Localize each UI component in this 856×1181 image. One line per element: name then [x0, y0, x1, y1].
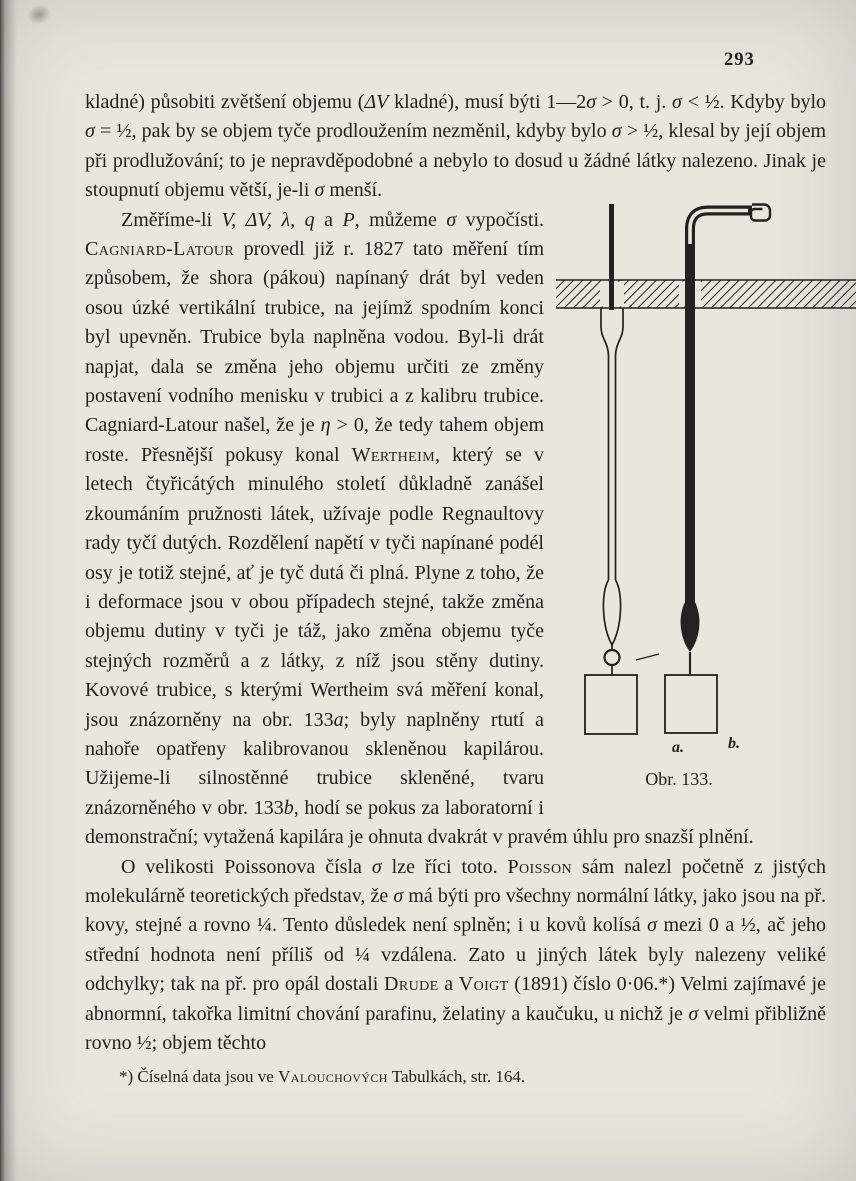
page-content [85, 88, 826, 1089]
hook-ring [605, 650, 620, 665]
support-wall [556, 280, 856, 308]
figure-label-b: b. [728, 734, 740, 752]
figure-133 [556, 196, 856, 796]
weight-a [585, 675, 637, 734]
figure-133-drawing [556, 196, 856, 756]
footnote [85, 1065, 826, 1089]
bulb [681, 602, 700, 652]
paragraph-3-text: O velikosti Poissonova čísla σ lze říci toto. Poisson sám nalezl početně z jistých molekulárně teoretických představ, že σ má býti pro všechny normální látky, jako jsou na př. kovy, stejné a rovno ¼. Tento důsledek není splněn; i u kovů kolísá σ mezi 0 a ½, ač jeho střední hodnota není příliš od ¼ vzdálena. Zato u jiných látek byly nalezeny veliké odchylky; tak na př. pro opál dostali Drude a Voigt (1891) číslo 0·06.*) Velmi zajímavé je abnormní, takořka limitní chování parafinu, želatiny a kaučuku, u nichž je σ velmi přibližně rovno ½; objem těchto [85, 855, 827, 1054]
pointer-dash [636, 654, 659, 660]
capillary-coil [751, 204, 770, 220]
figure-label-a: a. [672, 738, 684, 756]
footnote-text: *) Číselná data jsou ve Valouchových Tabulkách, str. 164. [119, 1067, 526, 1087]
paragraph-1-text: kladné) působiti zvětšení objemu (ΔV kladné), musí býti 1—2σ > 0, t. j. σ < ½. Kdyby bylo σ = ½, pak by se objem tyče prodloužením nezměnil, kdyby bylo σ > ½, klesal by její objem při prodlužování; to je nepravděpodobné a nebylo to dosud u žádné látky nalezeno. Jinak je stoupnutí objemu větší, je-li σ menší. [85, 91, 827, 202]
paragraph-2 [85, 206, 826, 853]
page-number: 293 [724, 50, 755, 70]
paragraph-1 [85, 88, 826, 206]
paragraph-3 [85, 853, 826, 1059]
scan-edge-shadow [0, 0, 18, 1181]
figure-caption: Obr. 133. [645, 768, 713, 789]
weight-b [665, 675, 717, 733]
scan-smudge [25, 2, 54, 27]
paragraph-2-text: Změříme-li V, ΔV, λ, q a P, můžeme σ vypočísti. Cagniard-Latour provedl již r. 1827 tato měření tím způsobem, že shora (pákou) napínaný drát byl veden osou úzké vertikální trubice, na jejímž spodním konci byl upevněn. Trubice byla naplněna vodou. Byl-li drát napjat, dala se změna jeho objemu určiti ze změny postavení vodního menisku v trubici a z kalibru trubice. Cagniard-Latour našel, že je η > 0, že tedy tahem objem roste. Přesnější pokusy konal Wertheim, který se v letech čtyřicátých minulého století důkladně zanášel zkoumáním pružnosti látek, užívaje podle Regnaultovy rady tyčí dutých. Rozdělení napětí v tyči napínané podél osy je totiž stejné, ať je tyč dutá či plná. Plyne z toho, že i deformace jsou v obou případech stejné, takže změna objemu dutiny v tyči je táž, jako změna objemu tyče stejných rozměrů a z látky, z níž jsou stěny dutiny. Kovové trubice, s kterými Wertheim svá měření konal, jsou znázorněny na obr. 133a; byly naplněny rtutí a nahoře opatřeny kalibrovanou skleněnou kapilárou. Užijeme-li silnostěnné trubice skleněné, tvaru znázorněného v obr. 133b, hodí se pokus za laboratorní i demonstrační; vytažená kapilára je ohnuta dvakrát v pravém úhlu pro snazší plnění. [85, 208, 754, 849]
